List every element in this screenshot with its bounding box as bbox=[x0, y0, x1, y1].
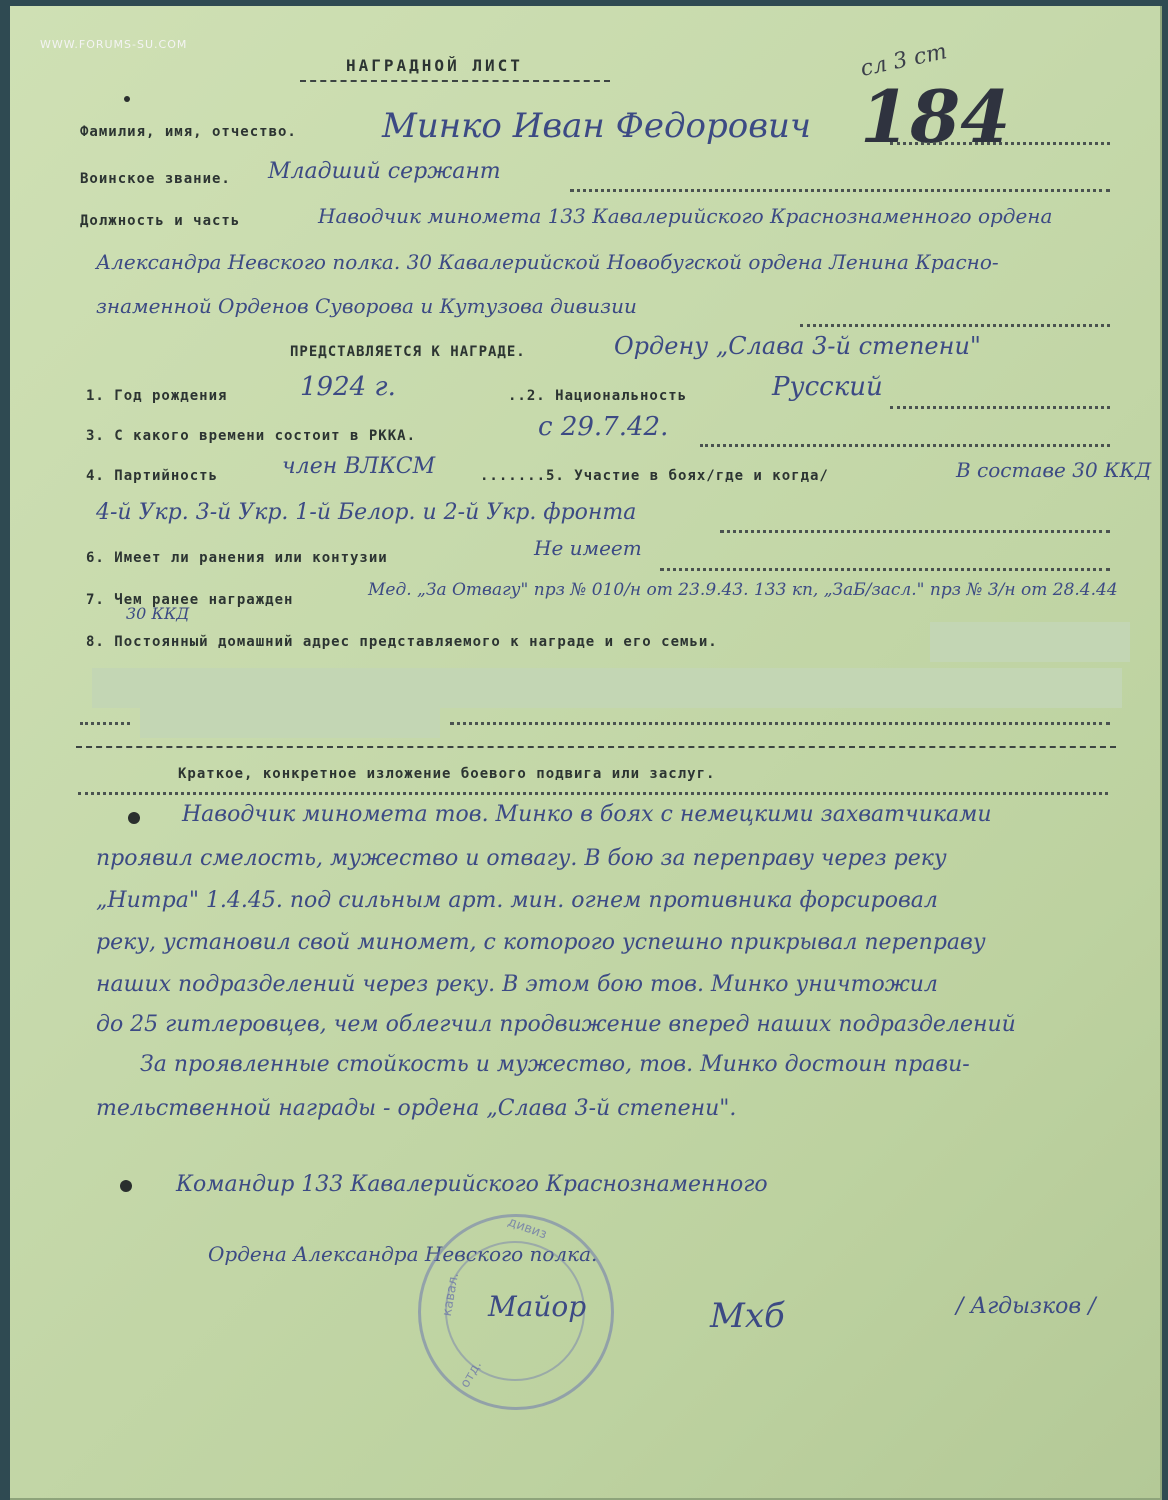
corner-note: 184 bbox=[860, 74, 1011, 159]
position-value-3: знаменной Орденов Суворова и Кутузова дивизии bbox=[96, 294, 637, 318]
feat-header: Краткое, конкретное изложение боевого подвига или заслуг. bbox=[178, 766, 716, 782]
rank-value: Младший сержант bbox=[268, 159, 501, 184]
award-value: Ордену „Слава 3-й степени" bbox=[614, 332, 981, 360]
punch-hole bbox=[128, 812, 140, 824]
prior-awards-label: 7. Чем ранее награжден bbox=[86, 592, 294, 608]
prior-awards-value-2: 30 ККД bbox=[126, 604, 190, 623]
wounds-value: Не имеет bbox=[534, 536, 642, 560]
title-underline bbox=[300, 80, 610, 82]
feat-line: наших подразделений через реку. В этом бою тов. Минко уничтожил bbox=[96, 972, 938, 997]
nationality-label: ..2. Национальность bbox=[508, 388, 688, 404]
feat-line: проявил смелость, мужество и отвагу. В бою за переправу через реку bbox=[96, 846, 947, 871]
service-since-dots bbox=[700, 444, 1110, 447]
rank-dots bbox=[570, 189, 1110, 192]
award-label: ПРЕДСТАВЛЯЕТСЯ К НАГРАДЕ. bbox=[290, 344, 526, 360]
nationality-value: Русский bbox=[772, 372, 883, 402]
address-label: 8. Постоянный домашний адрес представляемого к награде и его семьи. bbox=[86, 634, 718, 650]
commander-line-2: Ордена Александра Невского полка. bbox=[208, 1242, 598, 1266]
position-dots bbox=[800, 324, 1110, 327]
stamp-text-top: дивиз bbox=[505, 1214, 549, 1243]
feat-header-dots bbox=[78, 792, 1108, 795]
document-title: НАГРАДНОЙ ЛИСТ bbox=[346, 56, 523, 75]
name-label: Фамилия, имя, отчество. bbox=[80, 124, 297, 140]
commander-rank: Майор bbox=[488, 1290, 587, 1323]
party-label: 4. Партийность bbox=[86, 468, 219, 484]
position-label: Должность и часть bbox=[80, 213, 241, 229]
stamp-text-left: кавал. bbox=[439, 1271, 463, 1318]
feat-line: тельственной награды - ордена „Слава 3-й степени". bbox=[96, 1096, 737, 1121]
service-since-label: 3. С какого времени состоит в РККА. bbox=[86, 428, 417, 444]
feat-line: „Нитра" 1.4.45. под сильным арт. мин. огнем противника форсировал bbox=[96, 888, 938, 913]
prior-awards-value-1: Мед. „За Отвагу" прз № 010/н от 23.9.43. 133 кп, „ЗаБ/засл." прз № 3/н от 28.4.44 bbox=[368, 580, 1118, 600]
name-value: Минко Иван Федорович bbox=[382, 106, 812, 146]
combat-dots bbox=[720, 530, 1110, 533]
watermark: WWW.FORUMS-SU.COM bbox=[40, 38, 188, 51]
position-value-2: Александра Невского полка. 30 Кавалерийской Новобугской ордена Ленина Красно- bbox=[96, 250, 999, 274]
party-value: член ВЛКСМ bbox=[282, 454, 436, 479]
commander-name: / Агдызков / bbox=[956, 1294, 1096, 1319]
rank-label: Воинское звание. bbox=[80, 171, 231, 187]
redacted-address-2 bbox=[92, 668, 1122, 708]
birth-year-value: 1924 г. bbox=[300, 372, 396, 402]
address-dots-2 bbox=[450, 722, 1110, 725]
combat-value-1: В составе 30 ККД bbox=[956, 458, 1152, 482]
wounds-label: 6. Имеет ли ранения или контузии bbox=[86, 550, 388, 566]
stamp-text-right: отд. bbox=[457, 1358, 485, 1391]
combat-label: .......5. Участие в боях/где и когда/ bbox=[480, 468, 829, 484]
address-dots bbox=[80, 722, 130, 725]
commander-line-1: Командир 133 Кавалерийского Краснознаменного bbox=[176, 1172, 768, 1197]
birth-year-label: 1. Год рождения bbox=[86, 388, 228, 404]
corner-note-small: сл 3 ст bbox=[858, 39, 950, 82]
name-dots bbox=[890, 142, 1110, 145]
feat-line: реку, установил свой миномет, с которого успешно прикрывал переправу bbox=[96, 930, 986, 955]
redacted-address-3 bbox=[140, 708, 440, 738]
feat-line: За проявленные стойкость и мужество, тов. Минко достоин прави- bbox=[140, 1052, 970, 1077]
commander-signature: Мхб bbox=[710, 1296, 785, 1336]
nationality-dots bbox=[890, 406, 1110, 409]
punch-hole bbox=[120, 1180, 132, 1192]
feat-line: до 25 гитлеровцев, чем облегчил продвижение вперед наших подразделений bbox=[96, 1012, 1016, 1037]
combat-value-2: 4-й Укр. 3-й Укр. 1-й Белор. и 2-й Укр. фронта bbox=[96, 500, 637, 525]
section-divider bbox=[76, 746, 1116, 748]
position-value-1: Наводчик миномета 133 Кавалерийского Краснознаменного ордена bbox=[318, 204, 1053, 228]
wounds-dots bbox=[660, 568, 1110, 571]
punch-hole bbox=[124, 96, 130, 102]
redacted-address-1 bbox=[930, 622, 1130, 662]
service-since-value: с 29.7.42. bbox=[538, 412, 669, 442]
feat-line: Наводчик миномета тов. Минко в боях с немецкими захватчиками bbox=[182, 802, 992, 827]
award-sheet bbox=[10, 6, 1162, 1500]
